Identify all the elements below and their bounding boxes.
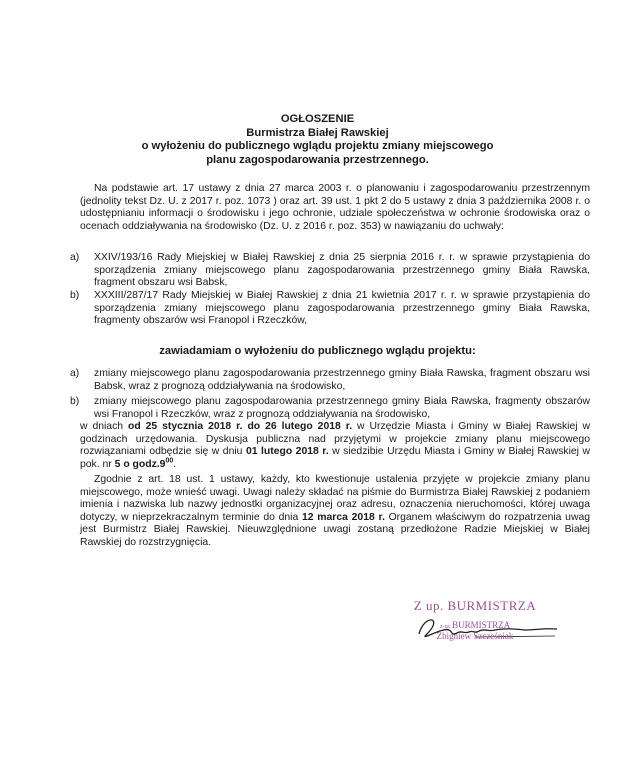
list-item-text: XXIV/193/16 Rady Miejskiej w Białej Rawskiej z dnia 25 sierpnia 2016 r. r. w sprawie przystąpienia do sporządzenia zmiany miejscowego planu zagospodarowania przestrzennego gminy Biała Rawska, fragment obszaru wsi Babsk, xyxy=(94,252,590,289)
list-item-text: zmiany miejscowego planu zagospodarowania przestrzennego gminy Biała Rawska, fragmenty obszarów wsi Franopol i Rzeczków, wraz z prognozą oddziaływania na środowisko, xyxy=(94,396,590,420)
discussion-date: 01 lutego 2018 r. xyxy=(245,446,329,458)
remarks-text: Organem właściwym do rozpatrzenia uwag jest Burmistrz Białej Rawskiej. Nieuwzględnione uwagi zostaną przedłożone Radzie Miejskiej w Białej Rawskiej do rozstrzygnięcia. xyxy=(80,511,591,548)
room-time: 5 o $godz.9^{00}$ xyxy=(114,457,174,470)
list-item-text: XXXIII/287/17 Rady Miejskiej w Białej Rawskiej z dnia 21 kwietnia 2017 r. r. w sprawie przystąpienia do sporządzenia zmiany miejscowego planu zagospodarowania przestrzennego gminy Biała Rawska, fragmenty obszarów wsi Franopol i Rzeczków, xyxy=(94,290,590,327)
official-stamp xyxy=(395,598,555,641)
list-marker: b) xyxy=(70,290,80,301)
dates-paragraph: w dniach od 25 stycznia 2018 r. do 26 lutego 2018 r. w Urzędzie Miasta i Gminy w Białej Rawskiej w godzinach urzędowania. Dyskusja publiczna nad przyjętymi w projekcie zmiany planu miejscowego rozwiązaniami odbędzie się w dniu 01 lutego 2018 r. w siedzibie Urzędu Miasta i Gminy w Białej Rawskiej w pok. nr 5 o $godz.9^{00}$. xyxy=(80,421,590,470)
stamp-line-2: z-ca BURMISTRZA xyxy=(439,620,511,630)
subject-line-2: planu zagospodarowania przestrzennego. xyxy=(206,153,429,166)
document-title: OGŁOSZENIE xyxy=(280,113,355,125)
announcement-heading: zawiadamiam o wyłożeniu do publicznego wglądu projektu: xyxy=(159,345,476,357)
subject-line-1: o wyłożeniu do publicznego wglądu projektu zmiany miejscowego xyxy=(141,140,494,152)
project-item-b xyxy=(70,396,590,421)
resolution-item-a xyxy=(70,252,590,290)
list-marker: a) xyxy=(70,252,80,263)
project-item-a xyxy=(70,368,590,393)
deadline-date: 12 marca 2018 r. xyxy=(302,511,385,523)
stamp-line-1: Z up. BURMISTRZA xyxy=(413,598,537,613)
stamp-name: Zbigniew Szcześniak xyxy=(436,631,514,641)
remarks-text: Zgodnie z art. 18 ust. 1 ustawy, każdy, kto kwestionuje ustalenia przyjęte w projekcie zmiany planu miejscowego, może wnieść uwagi. Uwagi należy składać na piśmie do Burmistrza Białej Rawskiej z podaniem imienia i nazwiska lub nazwy jednostki organizacyjnej oraz adresu, oznaczenia nieruchomości, której uwaga dotyczy, w nieprzekraczalnym terminie do dnia xyxy=(80,474,590,523)
list-marker: a) xyxy=(70,368,80,379)
resolution-item-b xyxy=(70,290,590,328)
display-period: od 25 stycznia 2018 r. do 26 lutego 2018 r. xyxy=(128,421,353,432)
issuer-line: Burmistrza Białej Rawskiej xyxy=(246,126,389,139)
remarks-paragraph xyxy=(80,474,590,550)
list-marker: b) xyxy=(70,396,80,407)
dates-text: w dniach xyxy=(80,421,129,432)
intro-paragraph: Na podstawie art. 17 ustawy z dnia 27 marca 2003 r. o planowaniu i zagospodarowaniu przestrzennym (jednolity tekst Dz. U. z 2017 r. poz. 1073 ) oraz art. 39 ust. 1 pkt 2 do 5 ustawy z dnia 3 października 2008 r. o udostępnianiu informacji o środowisku i jego ochronie, udziale społeczeństwa w ochronie środowiska oraz o ocenach oddziaływania na środowisko (Dz. U. z 2016 r. poz. 353) w nawiązaniu do uchwały: xyxy=(80,183,590,232)
list-item-text: zmiany miejscowego planu zagospodarowania przestrzennego gminy Biała Rawska, fragment obszaru wsi Babsk, wraz z prognozą oddziaływania na środowisko, xyxy=(94,368,590,392)
dates-text: w Urzędzie Miasta i Gminy w Białej Rawskiej w godzinach urzędowania. Dyskusja publiczna nad przyjętymi w projekcie zmiany planu miejscowego rozwiązaniami odbędzie się w dniu xyxy=(80,421,590,458)
document-heading xyxy=(120,113,515,167)
dates-text: w siedzibie Urzędu Miasta i Gminy w Białej Rawskiej w pok. nr xyxy=(80,446,590,470)
